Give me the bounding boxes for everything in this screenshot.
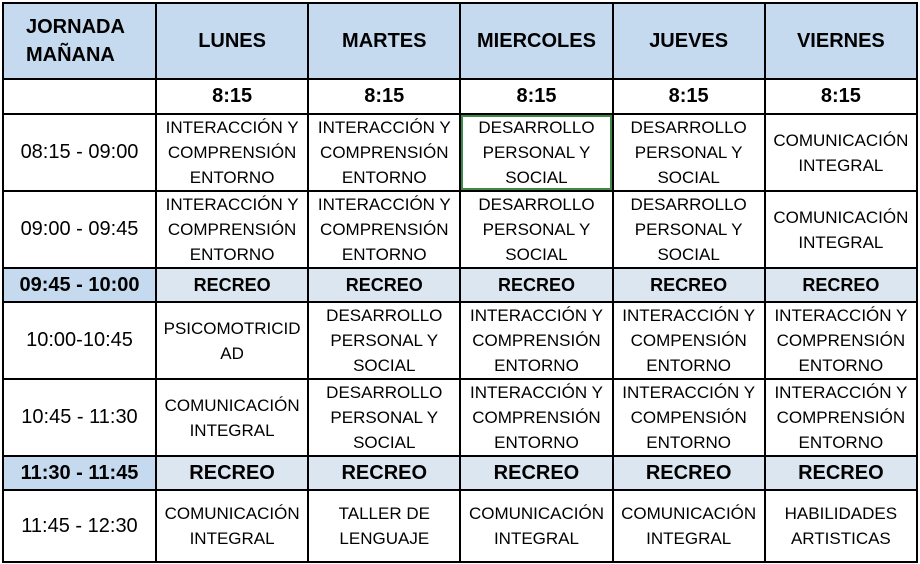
time-slot-cell[interactable]: 11:45 - 12:30 [3, 490, 156, 562]
class-cell[interactable]: DESARROLLO PERSONAL Y SOCIAL [308, 302, 460, 379]
schedule-table [2, 2, 918, 563]
recreo-cell[interactable]: RECREO [308, 268, 460, 302]
recreo-cell[interactable]: RECREO [156, 268, 308, 302]
class-cell[interactable]: DESARROLLO PERSONAL Y SOCIAL [613, 114, 765, 191]
class-cell[interactable]: INTERACCIÓN Y COMPRENSIÓN ENTORNO [460, 379, 612, 456]
jornada-header-cell[interactable] [3, 3, 156, 79]
class-cell[interactable]: INTERACCIÓN Y COMPRENSIÓN ENTORNO [156, 191, 308, 268]
day-header-martes[interactable]: MARTES [308, 3, 460, 79]
time-slot-cell[interactable]: 10:00-10:45 [3, 302, 156, 379]
recreo-cell[interactable]: RECREO [613, 268, 765, 302]
class-cell[interactable]: COMUNICACIÓN INTEGRAL [765, 114, 917, 191]
jornada-label: JORNADA [26, 16, 125, 38]
time-slot-cell[interactable]: 09:00 - 09:45 [3, 191, 156, 268]
time-slot-cell[interactable]: 08:15 - 09:00 [3, 114, 156, 191]
class-cell[interactable]: COMUNICACIÓN INTEGRAL [156, 490, 308, 562]
schedule-row [3, 191, 917, 268]
start-time-row [3, 79, 917, 114]
class-cell[interactable]: PSICOMOTRICIDAD [156, 302, 308, 379]
class-cell[interactable]: INTERACCIÓN Y COMPRENSIÓN ENTORNO [765, 302, 917, 379]
recreo-cell[interactable]: RECREO [613, 456, 765, 490]
start-time-cell[interactable]: 8:15 [765, 79, 917, 114]
class-cell[interactable]: COMUNICACIÓN INTEGRAL [460, 490, 612, 562]
class-cell[interactable]: DESARROLLO PERSONAL Y SOCIAL [308, 379, 460, 456]
class-cell[interactable]: TALLER DE LENGUAJE [308, 490, 460, 562]
recreo-row [3, 268, 917, 302]
time-slot-cell[interactable]: 09:45 - 10:00 [3, 268, 156, 302]
manana-label: MAÑANA [26, 44, 115, 66]
class-cell[interactable]: INTERACCIÓN Y COMPRENSIÓN ENTORNO [308, 114, 460, 191]
schedule-row [3, 490, 917, 562]
recreo-cell[interactable]: RECREO [460, 268, 612, 302]
start-time-cell[interactable]: 8:15 [613, 79, 765, 114]
schedule-row [3, 379, 917, 456]
recreo-cell[interactable]: RECREO [308, 456, 460, 490]
class-cell[interactable]: INTERACCIÓN Y COMPRENSIÓN ENTORNO [460, 302, 612, 379]
recreo-cell[interactable]: RECREO [156, 456, 308, 490]
selected-class-cell[interactable]: DESARROLLO PERSONAL Y SOCIAL [460, 114, 612, 191]
class-cell[interactable]: HABILIDADES ARTISTICAS [765, 490, 917, 562]
start-time-cell[interactable]: 8:15 [460, 79, 612, 114]
header-row [3, 3, 917, 79]
class-cell[interactable]: COMUNICACIÓN INTEGRAL [156, 379, 308, 456]
schedule-row [3, 302, 917, 379]
class-cell[interactable]: DESARROLLO PERSONAL Y SOCIAL [460, 191, 612, 268]
time-slot-cell[interactable]: 10:45 - 11:30 [3, 379, 156, 456]
day-header-miercoles[interactable]: MIERCOLES [460, 3, 612, 79]
class-cell[interactable]: COMUNICACIÓN INTEGRAL [765, 191, 917, 268]
class-cell[interactable]: INTERACCIÓN Y COMPRENSIÓN ENTORNO [765, 379, 917, 456]
recreo-cell[interactable]: RECREO [460, 456, 612, 490]
class-cell[interactable]: INTERACCIÓN Y COMPRENSIÓN ENTORNO [308, 191, 460, 268]
schedule-row [3, 114, 917, 191]
class-cell[interactable]: DESARROLLO PERSONAL Y SOCIAL [613, 191, 765, 268]
day-header-lunes[interactable]: LUNES [156, 3, 308, 79]
day-header-viernes[interactable]: VIERNES [765, 3, 917, 79]
start-time-cell[interactable]: 8:15 [156, 79, 308, 114]
recreo-cell[interactable]: RECREO [765, 456, 917, 490]
recreo-row [3, 456, 917, 490]
time-slot-cell[interactable]: 11:30 - 11:45 [3, 456, 156, 490]
recreo-cell[interactable]: RECREO [765, 268, 917, 302]
day-header-jueves[interactable]: JUEVES [613, 3, 765, 79]
class-cell[interactable]: INTERACCIÓN Y COMPENSIÓN ENTORNO [613, 302, 765, 379]
class-cell[interactable]: COMUNICACIÓN INTEGRAL [613, 490, 765, 562]
start-time-cell[interactable]: 8:15 [308, 79, 460, 114]
class-cell[interactable]: INTERACCIÓN Y COMPENSIÓN ENTORNO [613, 379, 765, 456]
class-cell[interactable]: INTERACCIÓN Y COMPRENSIÓN ENTORNO [156, 114, 308, 191]
empty-cell[interactable] [3, 79, 156, 114]
